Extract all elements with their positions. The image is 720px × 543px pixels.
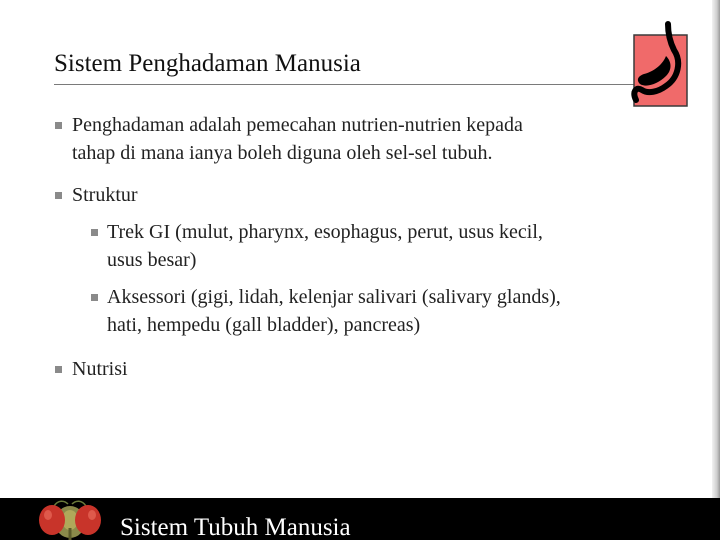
sub-bullet-marker [91, 229, 98, 236]
sub-bullet-1-line-2: usus besar) [107, 249, 197, 271]
bullet-2-line-1: Struktur [72, 184, 138, 206]
sub-bullet-marker [91, 294, 98, 301]
fly-head-icon [34, 498, 106, 540]
bullet-marker [55, 122, 62, 129]
bullet-1-line-2: tahap di mana ianya boleh diguna oleh sel-sel tubuh. [72, 142, 493, 164]
sub-bullet-2-line-1: Aksessori (gigi, lidah, kelenjar salivari (salivary glands), [107, 286, 561, 308]
stomach-icon [622, 20, 692, 110]
bullet-marker [55, 366, 62, 373]
bullet-marker [55, 192, 62, 199]
sub-bullet-2-line-2: hati, hempedu (gall bladder), pancreas) [107, 314, 421, 336]
title-divider [54, 84, 680, 85]
bullet-1-line-1: Penghadaman adalah pemecahan nutrien-nutrien kepada [72, 114, 523, 136]
slide-right-edge [712, 0, 720, 498]
bullet-3-line-1: Nutrisi [72, 358, 128, 380]
footer-title: Sistem Tubuh Manusia [120, 514, 351, 541]
slide-title: Sistem Penghadaman Manusia [54, 50, 361, 77]
sub-bullet-1-line-1: Trek GI (mulut, pharynx, esophagus, perut, usus kecil, [107, 221, 543, 243]
footer-bar [0, 498, 720, 540]
